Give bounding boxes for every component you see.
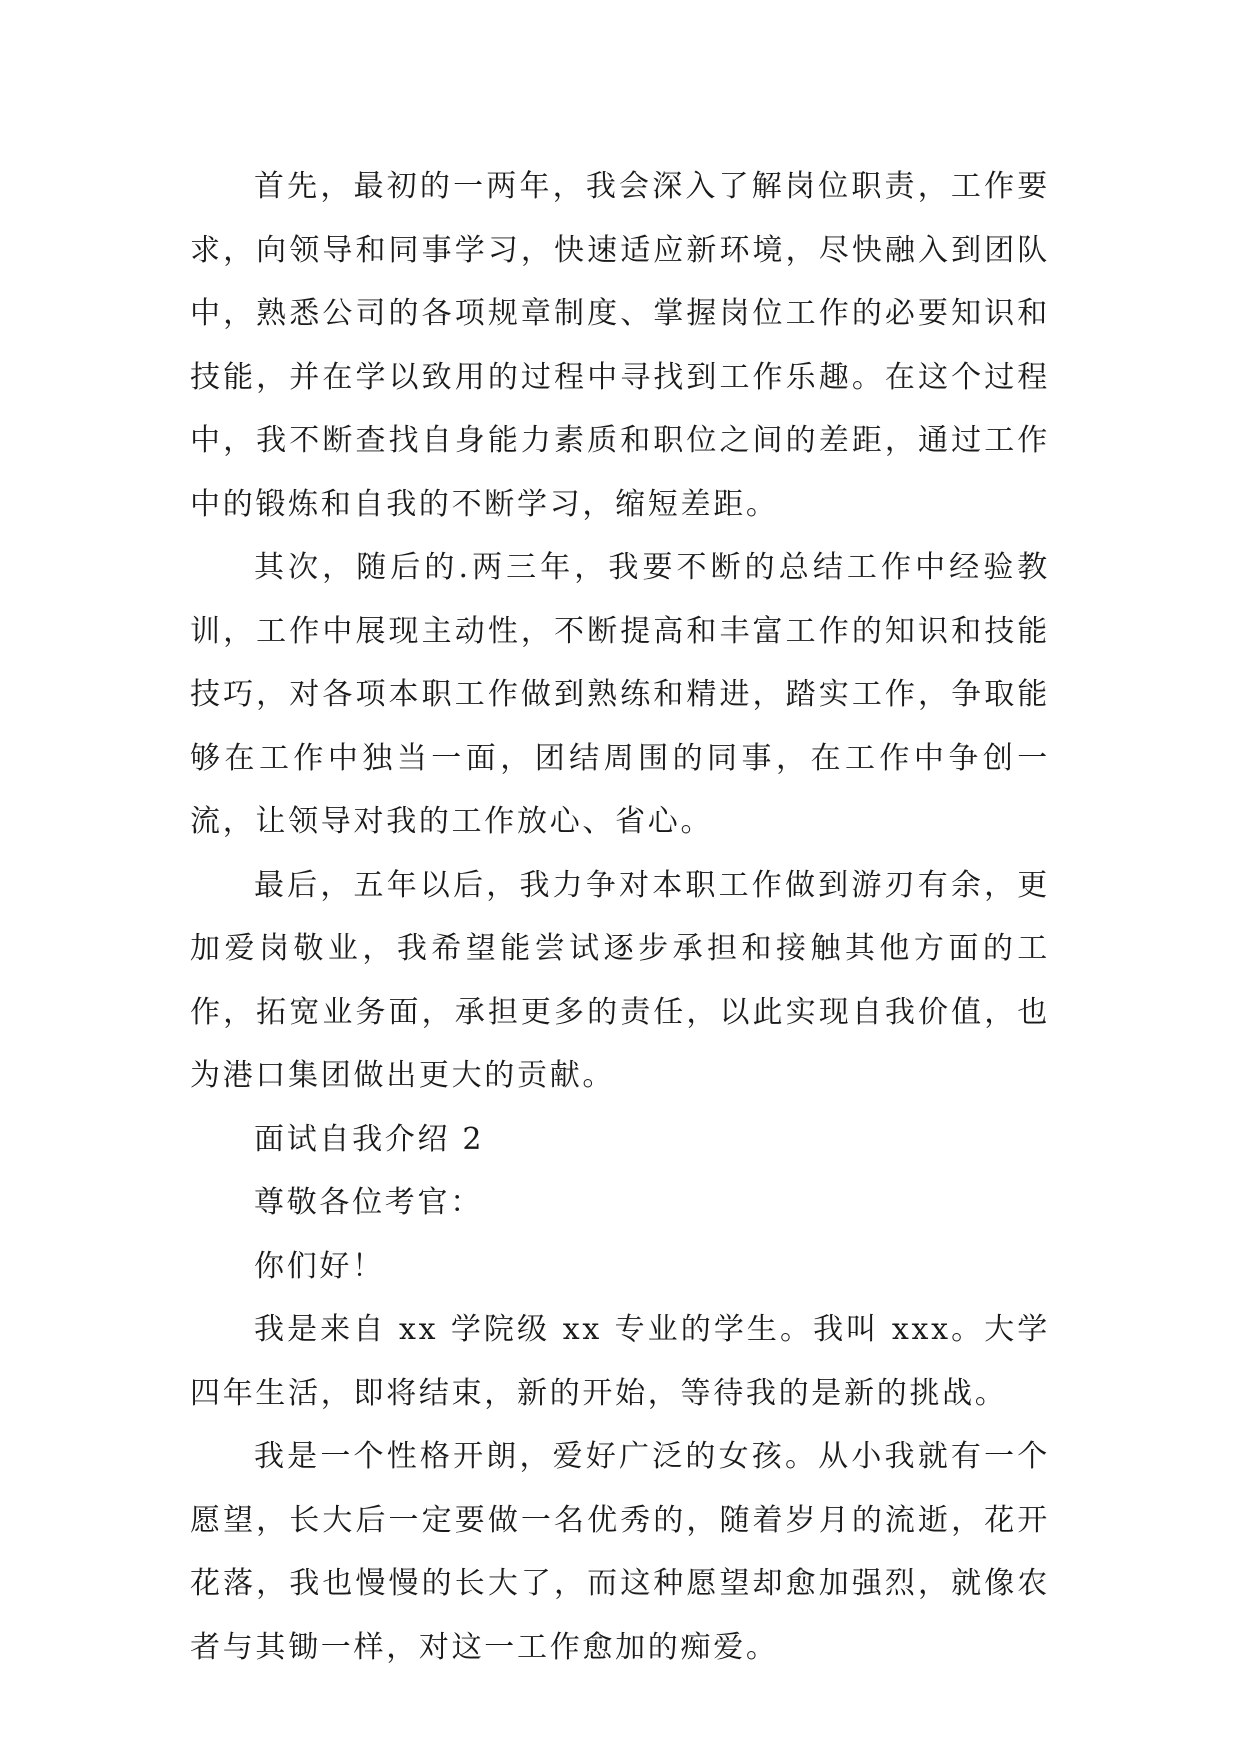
paragraph-career-plan-final: 最后，五年以后，我力争对本职工作做到游刃有余，更加爱岗敬业，我希望能尝试逐步承担和接触其他方面的工作，拓宽业务面，承担更多的责任，以此实现自我价值，也为港口集团做出更大的贡献。 [190, 867, 1050, 1093]
section-heading: 面试自我介绍 2 [254, 1121, 485, 1157]
paragraph-self-intro: 我是来自 xx 学院级 xx 专业的学生。我叫 xxx。大学四年生活，即将结束，新的开始，等待我的是新的挑战。 [190, 1312, 1050, 1411]
paragraph-career-plan-second: 其次，随后的.两三年，我要不断的总结工作中经验教训，工作中展现主动性，不断提高和丰富工作的知识和技能技巧，对各项本职工作做到熟练和精进，踏实工作，争取能够在工作中独当一面，团结周围的同事，在工作中争创一流，让领导对我的工作放心、省心。 [190, 550, 1050, 839]
paragraph-career-plan-first: 首先，最初的一两年，我会深入了解岗位职责，工作要求，向领导和同事学习，快速适应新环境，尽快融入到团队中，熟悉公司的各项规章制度、掌握岗位工作的必要知识和技能，并在学以致用的过程中寻找到工作乐趣。在这个过程中，我不断查找自身能力素质和职位之间的差距，通过工作中的锻炼和自我的不断学习，缩短差距。 [190, 169, 1050, 522]
greeting: 你们好！ [254, 1248, 385, 1284]
salutation: 尊敬各位考官： [254, 1185, 483, 1220]
paragraph-personality: 我是一个性格开朗，爱好广泛的女孩。从小我就有一个愿望，长大后一定要做一名优秀的，随着岁月的流逝，花开花落，我也慢慢的长大了，而这种愿望却愈加强烈，就像农者与其锄一样，对这一工作愈加的痴爱。 [190, 1439, 1050, 1665]
document-body [190, 155, 1050, 1679]
